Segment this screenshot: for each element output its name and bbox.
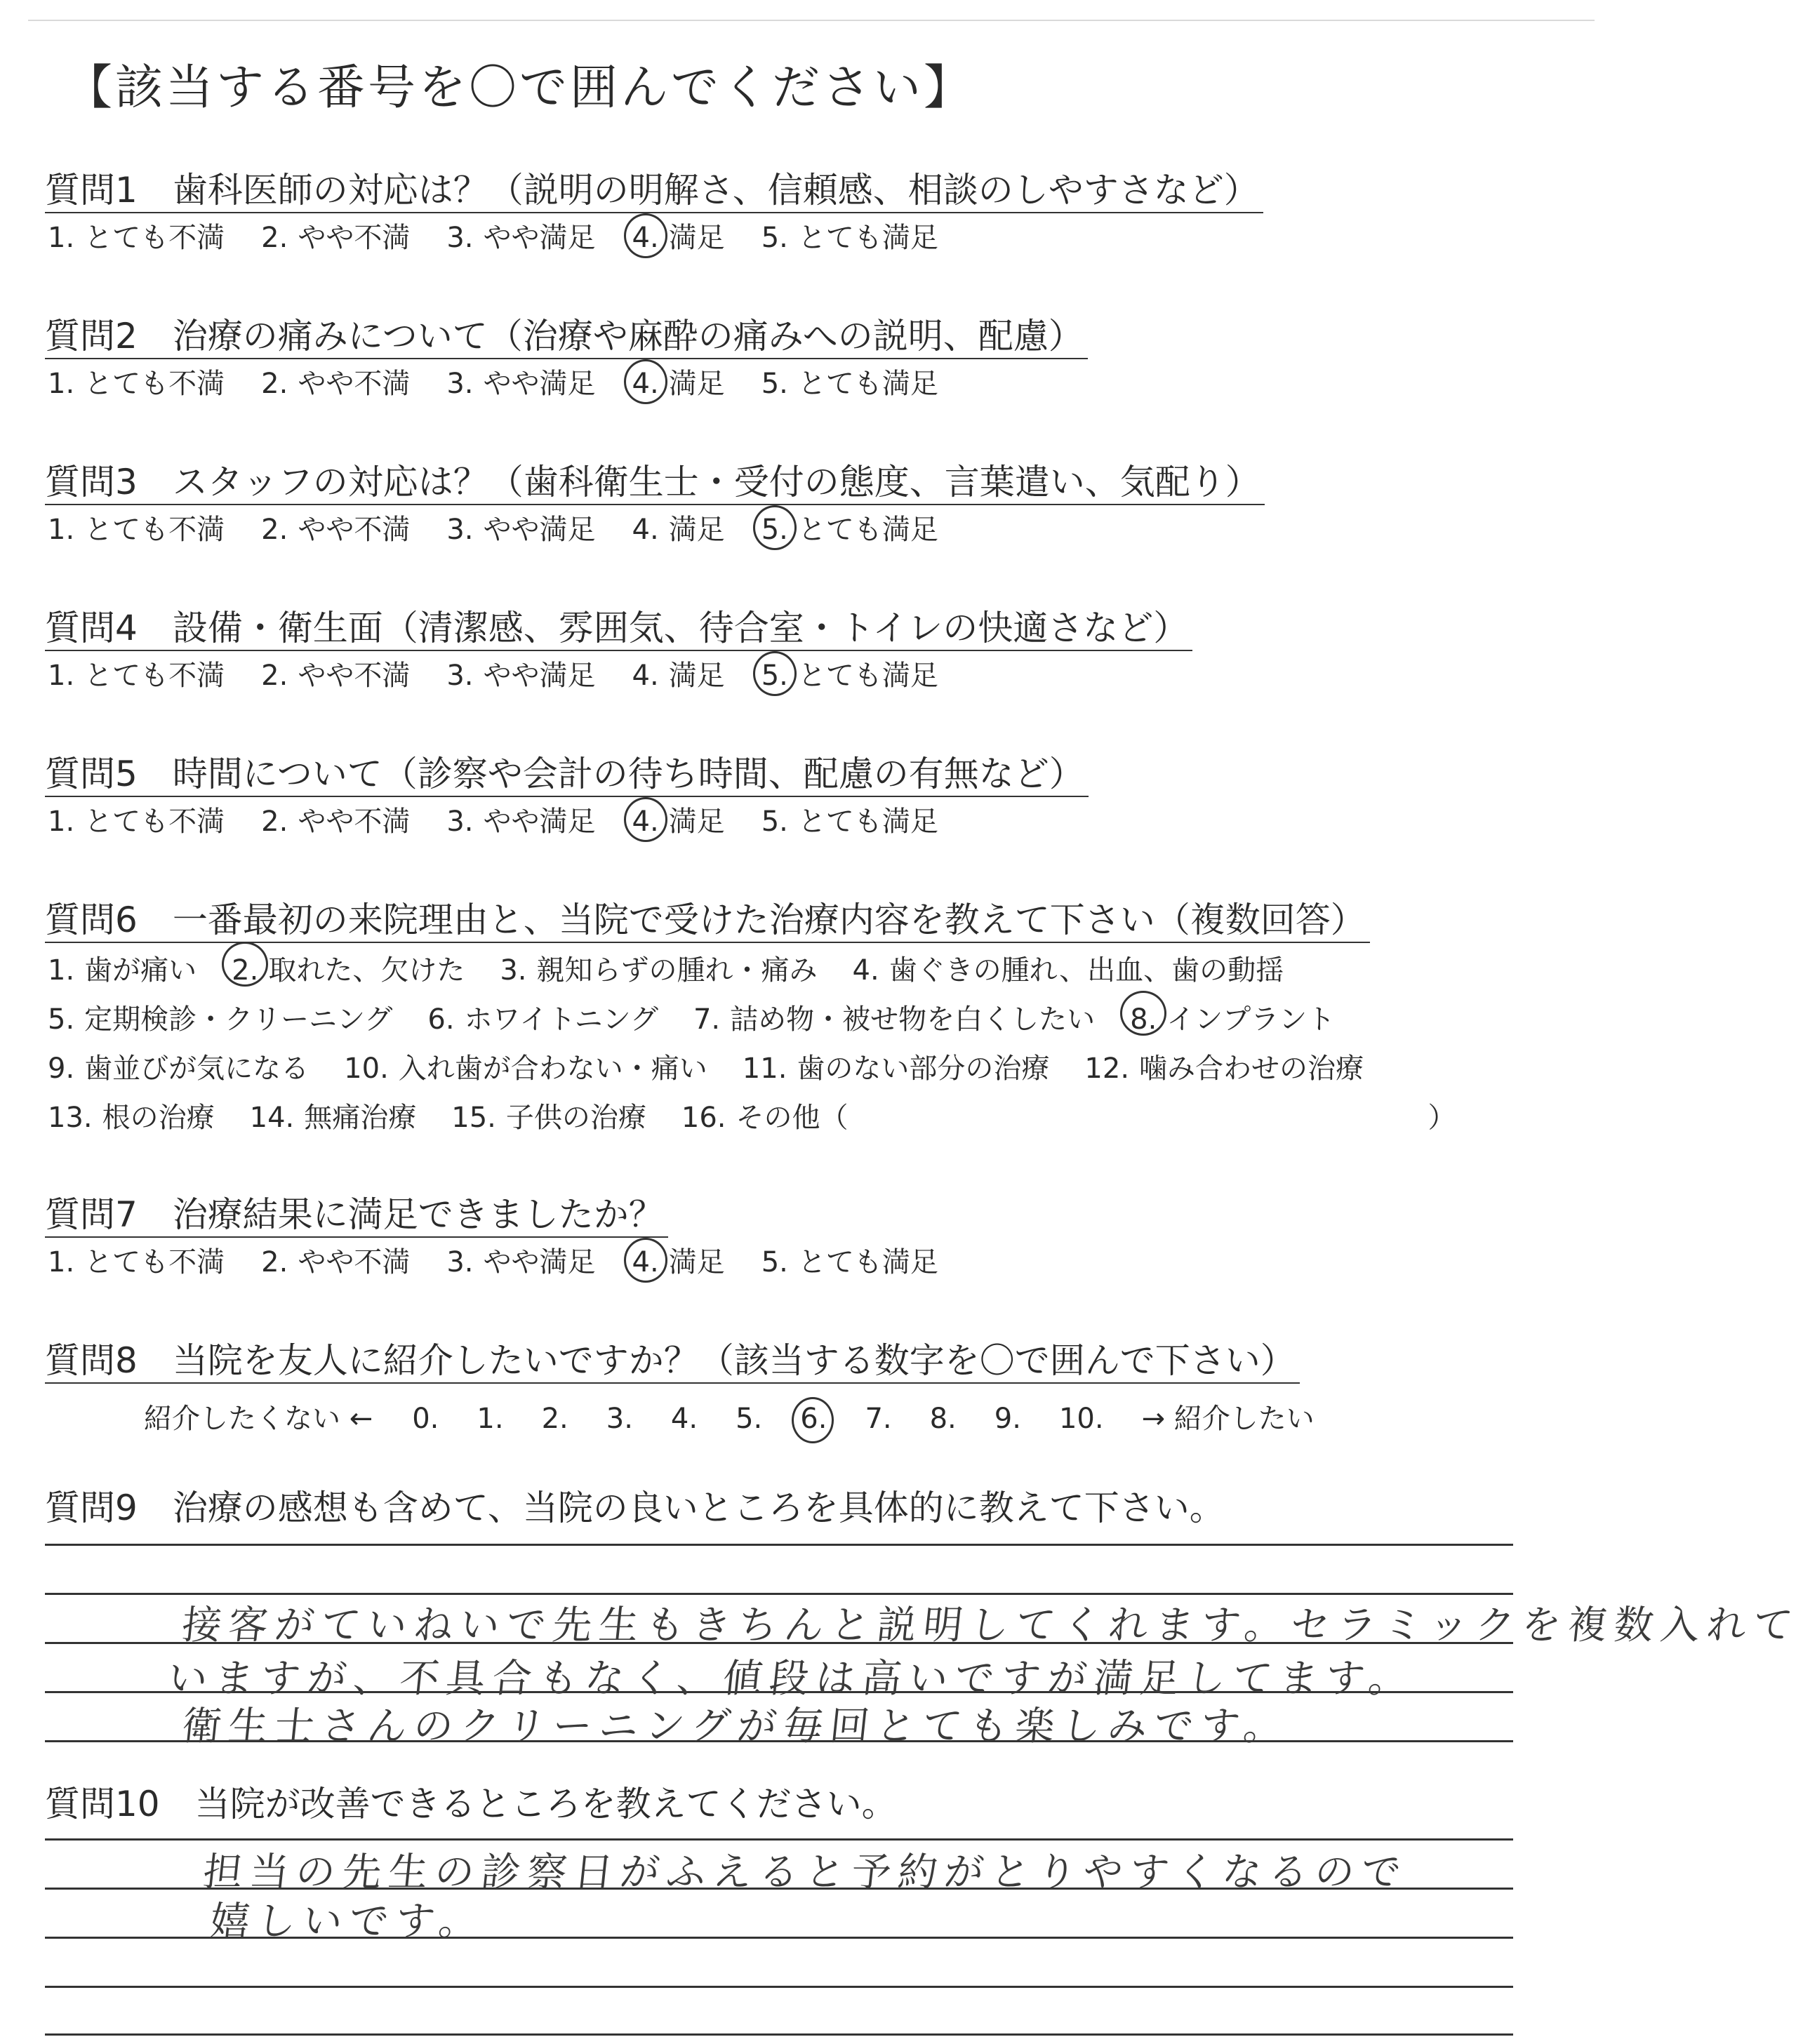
question-6-number: 質問6 [45,900,138,940]
option-1[interactable] [45,363,225,404]
option-label: とても満足 [797,514,938,546]
option-4[interactable] [630,218,725,258]
question-2-text: 治療の痛みについて（治療や麻酔の痛みへの説明、配慮） [172,316,1084,356]
option-3[interactable] [444,801,595,842]
q10-answer-line-1: 担当の先生の診察日がふえると予約がとりやすくなるので [201,1850,1410,1895]
q6-option[interactable] [45,995,392,1044]
scale-value[interactable]: 9. [994,1403,1021,1435]
question-6-text: 一番最初の来院理由と、当院で受けた治療内容を教えて下さい（複数回答） [172,900,1366,940]
option-label: 取れた、欠けた [268,954,465,987]
question-8 [45,1339,1300,1384]
answer-line [45,1838,1513,1841]
option-label: とても満足 [797,1246,938,1278]
option-1[interactable] [45,218,225,258]
question-9-text: 治療の感想も含めて、当院の良いところを具体的に教えて下さい。 [172,1488,1225,1528]
scale-value[interactable]: 6. [800,1403,827,1435]
option-label: とても不満 [84,222,225,254]
option-label: とても不満 [84,660,225,692]
scale-right-label: → 紹介したい [1141,1403,1315,1435]
option-label: とても不満 [84,806,225,838]
option-2[interactable] [258,1242,410,1283]
option-number: 13. [48,1102,93,1134]
question-10-title [45,1782,901,1826]
option-label: やや不満 [298,222,411,254]
scale-value[interactable]: 1. [477,1403,504,1435]
option-label: 満足 [668,368,725,400]
option-label: 詰め物・被せ物を白くしたい [730,1003,1096,1036]
option-label: 噛み合わせの治療 [1139,1053,1364,1085]
q6-option[interactable] [45,1093,215,1142]
q6-row [45,1093,1456,1142]
option-1[interactable] [45,655,225,696]
option-label: やや満足 [483,660,596,692]
option-2[interactable] [258,655,410,696]
option-label: やや不満 [298,806,411,838]
option-number: 1. [48,954,75,987]
question-6 [45,898,1456,1142]
question-4 [45,606,1192,696]
question-5-options [45,801,1089,842]
option-number: 2. [261,514,288,546]
q6-option[interactable] [425,995,658,1044]
question-3-number: 質問3 [45,462,138,502]
question-10-text: 当院が改善できるところを教えてください。 [194,1784,897,1824]
q6-row [45,995,1456,1044]
option-label: やや満足 [483,222,596,254]
option-number: 14. [249,1102,295,1134]
q6-option[interactable] [247,1093,417,1142]
scale-left-label: 紹介したくない ← [144,1403,373,1435]
option-label: ホワイトニング [464,1003,658,1036]
option-number: 3. [446,368,474,400]
option-label: とても満足 [797,368,938,400]
option-number: 3. [446,222,474,254]
scale-value[interactable]: 7. [865,1403,892,1435]
option-number: 1. [48,660,75,692]
option-label: とても満足 [797,806,938,838]
scale-value[interactable]: 4. [670,1403,698,1435]
question-1-options [45,218,1263,258]
question-9 [45,1486,1229,1530]
question-1-text: 歯科医師の対応は？（説明の明解さ、信頼感、相談のしやすさなど） [172,170,1259,211]
option-number: 7. [693,1003,721,1036]
question-10-number: 質問10 [45,1784,160,1824]
option-number: 8. [1127,995,1159,1044]
question-2 [45,314,1088,404]
option-label: 子供の治療 [505,1102,646,1134]
option-1[interactable] [45,1242,225,1283]
option-number: 2. [229,946,261,995]
question-1-number: 質問1 [45,170,138,211]
question-9-number: 質問9 [45,1488,138,1528]
option-number: 5. [761,222,788,254]
option-label: 満足 [668,222,725,254]
question-4-title [45,606,1192,651]
option-number: 10. [344,1053,389,1085]
question-8-text: 当院を友人に紹介したいですか？（該当する数字を〇で囲んで下さい） [172,1340,1296,1381]
other-close-paren: ） [1428,1102,1456,1134]
question-5 [45,752,1089,842]
option-1[interactable] [45,509,225,550]
option-number: 15. [451,1102,496,1134]
option-number: 3. [500,954,527,987]
question-4-text: 設備・衛生面（清潔感、雰囲気、待合室・トイレの快適さなど） [172,608,1189,648]
option-number: 3. [446,1246,474,1278]
option-5[interactable] [759,801,938,842]
option-number: 2. [261,368,288,400]
option-3[interactable] [444,363,595,404]
option-label: やや不満 [298,660,411,692]
option-number: 9. [48,1053,75,1085]
option-label: やや満足 [483,368,596,400]
option-label: 歯のない部分の治療 [797,1053,1050,1085]
question-2-number: 質問2 [45,316,138,356]
option-number: 3. [446,660,474,692]
option-number: 1. [48,1246,75,1278]
option-label: やや不満 [298,514,411,546]
option-number: 5. [759,655,791,696]
q10-answer-line-2: 嬉しいです。 [208,1899,488,1944]
q6-option[interactable] [691,995,1095,1044]
option-label: その他（ [736,1102,849,1134]
question-4-number: 質問4 [45,608,138,648]
option-label: とても不満 [84,514,225,546]
option-label: やや満足 [483,514,596,546]
option-1[interactable] [45,801,225,842]
scale-value[interactable]: 0. [412,1403,439,1435]
question-2-options [45,363,1088,404]
q6-row [45,946,1456,995]
answer-line [45,1986,1513,1988]
question-10 [45,1782,901,1826]
option-4[interactable] [630,363,725,404]
option-number: 3. [446,806,474,838]
q6-option[interactable] [45,1044,309,1093]
option-number: 1. [48,222,75,254]
question-5-title [45,752,1089,797]
question-9-title [45,1486,1229,1530]
option-label: とても満足 [797,660,938,692]
option-label: 入れ歯が合わない・痛い [398,1053,707,1085]
question-7-title [45,1193,668,1238]
option-number: 1. [48,806,75,838]
option-label: やや不満 [298,368,411,400]
option-number: 4. [630,1242,662,1283]
q6-option[interactable] [229,946,465,995]
scale-value[interactable]: 5. [736,1403,763,1435]
question-8-title [45,1339,1300,1384]
option-number: 6. [427,1003,455,1036]
option-number: 2. [261,1246,288,1278]
option-number: 5. [761,368,788,400]
question-2-title [45,314,1088,359]
option-3[interactable] [444,509,595,550]
question-3-options [45,509,1265,550]
option-label: とても不満 [84,368,225,400]
option-5[interactable] [759,509,938,550]
option-number: 4. [632,514,659,546]
option-label: とても満足 [797,222,938,254]
q6-row [45,1044,1456,1093]
option-label: やや満足 [483,806,596,838]
q6-option[interactable] [1082,1044,1364,1093]
question-7 [45,1193,972,1283]
option-label: 満足 [668,1246,725,1278]
q6-option[interactable] [497,946,817,995]
question-7-number: 質問7 [45,1194,138,1235]
form-header: 【該当する番号を〇で囲んでください】 [65,60,975,116]
option-label: 満足 [668,514,725,546]
question-1 [45,168,1263,258]
top-divider [28,20,1595,21]
option-number: 12. [1084,1053,1130,1085]
option-number: 2. [261,806,288,838]
option-label: 根の治療 [102,1102,215,1134]
scale-value[interactable]: 10. [1058,1403,1104,1435]
option-2[interactable] [258,509,410,550]
option-4[interactable] [630,801,725,842]
question-8-scale [144,1396,1315,1436]
option-label: 無痛治療 [304,1102,417,1134]
option-5[interactable] [759,655,938,696]
question-6-options [45,946,1456,1142]
option-5[interactable] [759,1242,938,1283]
question-4-options [45,655,1192,696]
option-3[interactable] [444,1242,595,1283]
q9-answer-line-3: 衛生士さんのクリーニングが毎回とても楽しみです。 [180,1704,1293,1749]
q6-option[interactable] [1127,995,1335,1044]
option-number: 5. [761,1246,788,1278]
option-4[interactable] [630,509,725,550]
option-label: インプラント [1166,1003,1336,1036]
option-label: 歯が痛い [84,954,197,987]
question-7-text: 治療結果に満足できましたか？ [172,1194,664,1235]
option-3[interactable] [444,218,595,258]
option-label: 親知らずの腫れ・痛み [536,954,818,987]
question-5-number: 質問5 [45,754,138,794]
option-label: やや満足 [483,1246,596,1278]
option-number: 4. [630,218,662,258]
option-2[interactable] [258,218,410,258]
q6-option[interactable] [850,946,1284,995]
question-8-number: 質問8 [45,1340,138,1381]
option-label: 歯ぐきの腫れ、出血、歯の動揺 [889,954,1284,987]
option-number: 1. [48,514,75,546]
option-number: 3. [446,514,474,546]
answer-line [45,1544,1513,1546]
option-number: 5. [48,1003,75,1036]
option-number: 4. [630,801,662,842]
option-number: 16. [681,1102,726,1134]
scale-value[interactable]: 8. [929,1403,957,1435]
option-4[interactable] [630,655,725,696]
option-number: 4. [632,660,659,692]
option-3[interactable] [444,655,595,696]
option-number: 4. [852,954,879,987]
question-3-text: スタッフの対応は？（歯科衛生士・受付の態度、言葉遣い、気配り） [172,462,1260,502]
question-7-options [45,1242,972,1283]
q6-option[interactable] [448,1093,646,1142]
option-label: 定期検診・クリーニング [84,1003,393,1036]
q6-option[interactable] [341,1044,707,1093]
scale-numbers [412,1403,1141,1435]
option-number: 5. [761,806,788,838]
option-number: 1. [48,368,75,400]
q9-answer-line-2: いますが、不具合もなく、値段は高いですが満足してます。 [166,1656,1418,1702]
option-number: 2. [261,222,288,254]
scale-value[interactable]: 3. [606,1403,633,1435]
option-number: 11. [742,1053,787,1085]
question-6-title [45,898,1370,943]
option-4[interactable] [630,1242,725,1283]
question-3 [45,460,1265,550]
option-number: 4. [630,363,662,404]
option-number: 2. [261,660,288,692]
option-label: 満足 [668,660,725,692]
option-5[interactable] [759,363,938,404]
option-label: 満足 [668,806,725,838]
answer-line [45,2033,1513,2036]
option-label: やや不満 [298,1246,411,1278]
q6-option[interactable] [679,1093,849,1142]
option-label: 歯並びが気になる [84,1053,310,1085]
question-1-title [45,168,1263,213]
option-2[interactable] [258,363,410,404]
question-3-title [45,460,1265,505]
q9-answer-line-1: 接客がていねいで先生もきちんと説明してくれます。セラミックを複数入れて [180,1603,1802,1648]
question-5-text: 時間について（診察や会計の待ち時間、配慮の有無など） [172,754,1084,794]
option-number: 5. [759,509,791,550]
option-label: とても不満 [84,1246,225,1278]
q6-option[interactable] [740,1044,1050,1093]
option-2[interactable] [258,801,410,842]
option-5[interactable] [759,218,938,258]
scale-value[interactable]: 2. [541,1403,568,1435]
q6-option[interactable] [45,946,197,995]
